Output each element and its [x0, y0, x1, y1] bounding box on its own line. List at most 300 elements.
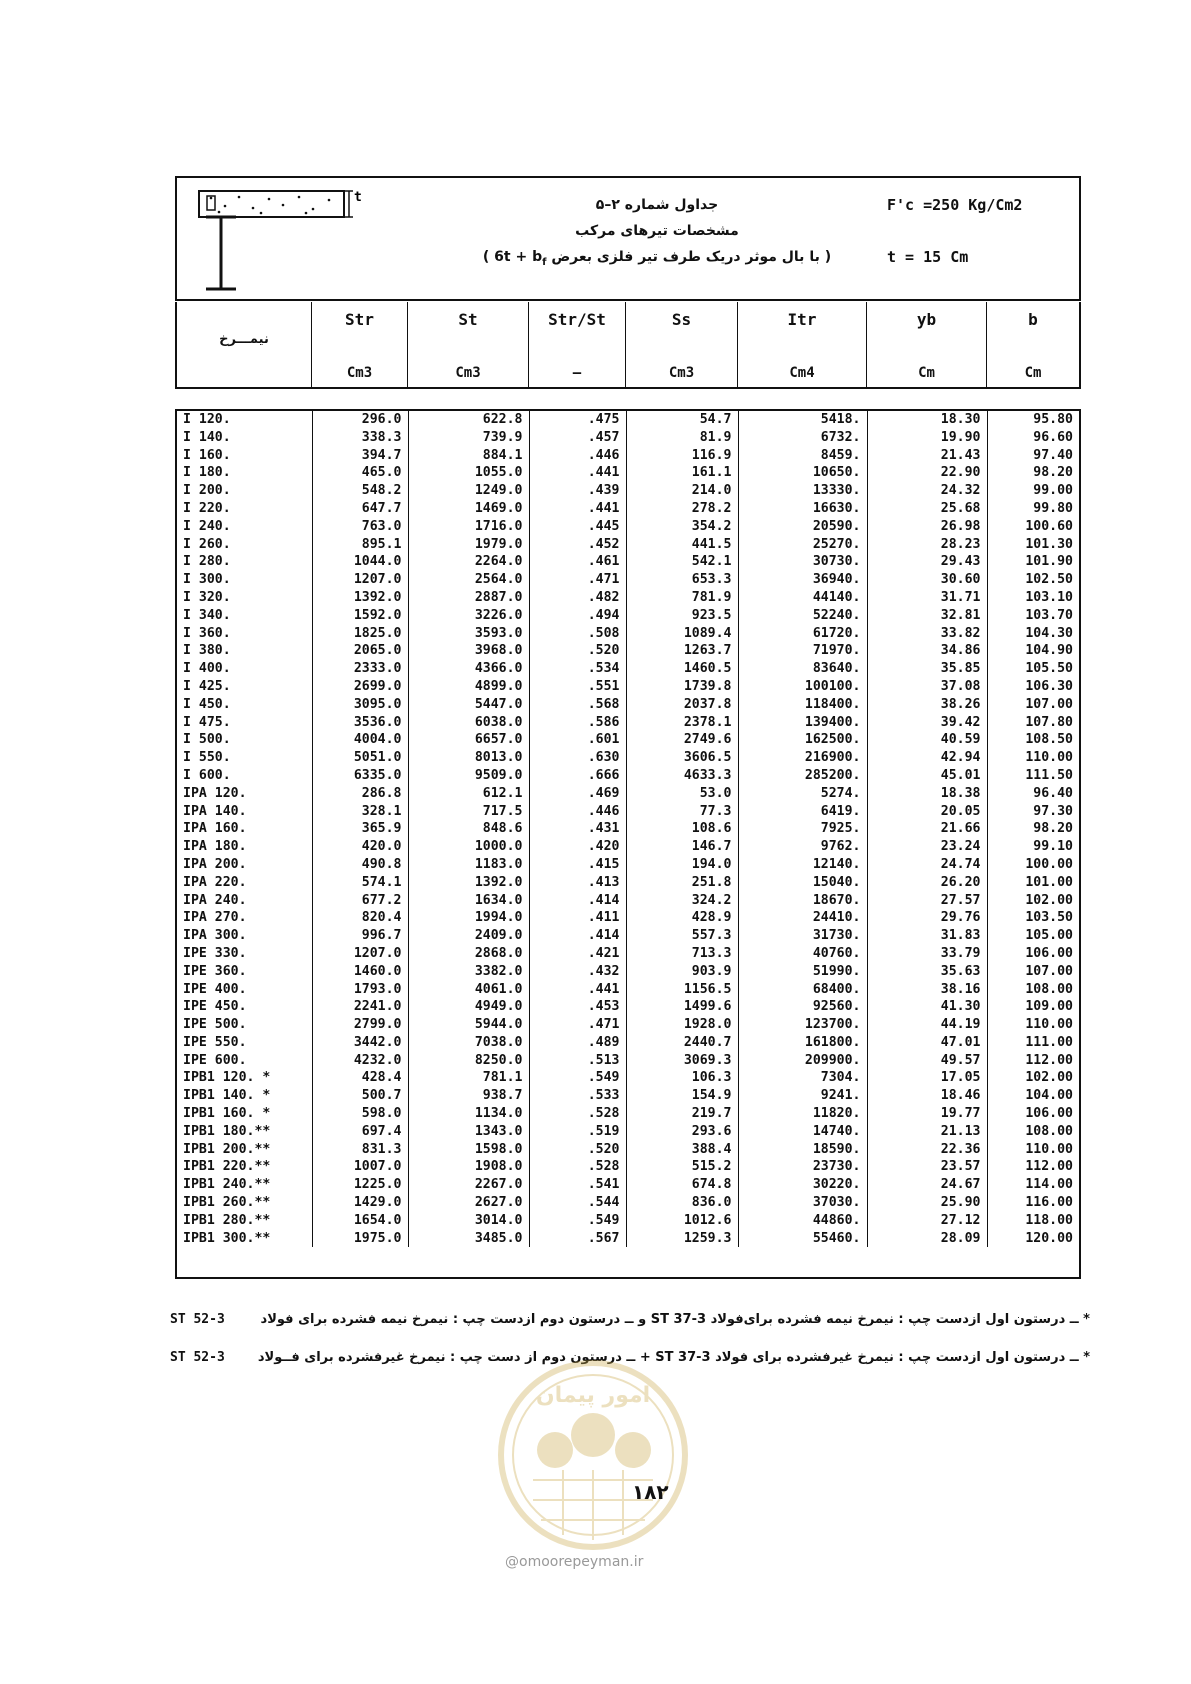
- value-cell: 2799.0: [312, 1016, 408, 1034]
- table-row: [177, 1123, 1079, 1141]
- profile-cell: I 340.: [177, 607, 312, 625]
- publisher-seal-icon: [493, 1340, 693, 1570]
- value-cell: 42.94: [867, 749, 987, 767]
- value-cell: 216900.: [738, 749, 867, 767]
- value-cell: 286.8: [312, 785, 408, 803]
- table-row: [177, 767, 1079, 785]
- profile-cell: I 550.: [177, 749, 312, 767]
- col-str: [312, 302, 408, 387]
- design-parameters: [887, 192, 1067, 270]
- value-cell: 7925.: [738, 820, 867, 838]
- profile-cell: IPE 600.: [177, 1052, 312, 1070]
- value-cell: 104.00: [1025, 1088, 1073, 1104]
- value-cell: 338.3: [312, 429, 408, 447]
- value-cell: .551: [529, 678, 626, 696]
- table-row: [177, 1016, 1079, 1034]
- value-cell: 1392.0: [408, 874, 529, 892]
- value-cell: 39.42: [867, 714, 987, 732]
- value-cell: 18.46: [867, 1087, 987, 1105]
- value-cell: 22.36: [867, 1141, 987, 1159]
- value-cell: 103.50: [1025, 910, 1073, 926]
- value-cell: 32.81: [867, 607, 987, 625]
- profile-cell: I 400.: [177, 660, 312, 678]
- value-cell: 8013.0: [408, 749, 529, 767]
- value-cell: 52240.: [738, 607, 867, 625]
- value-cell: 5447.0: [408, 696, 529, 714]
- value-cell: .541: [529, 1176, 626, 1194]
- table-row: [177, 749, 1079, 767]
- value-cell: .441: [529, 464, 626, 482]
- value-cell: .411: [529, 909, 626, 927]
- value-cell: 104.30: [1025, 625, 1073, 641]
- profile-cell: IPE 550.: [177, 1034, 312, 1052]
- value-cell: 1716.0: [408, 518, 529, 536]
- value-cell: 365.9: [312, 820, 408, 838]
- value-cell: 8250.0: [408, 1052, 529, 1070]
- value-cell: 40.59: [867, 731, 987, 749]
- value-cell: 6732.: [738, 429, 867, 447]
- value-cell: 107.00: [1025, 696, 1073, 712]
- value-cell: 4232.0: [312, 1052, 408, 1070]
- value-cell: 3606.5: [626, 749, 738, 767]
- value-cell: 106.00: [1025, 945, 1073, 961]
- value-cell: .528: [529, 1105, 626, 1123]
- value-cell: 884.1: [408, 447, 529, 465]
- value-cell: 112.00: [1025, 1159, 1073, 1175]
- value-cell: 713.3: [626, 945, 738, 963]
- value-cell: .421: [529, 945, 626, 963]
- value-cell: 35.85: [867, 660, 987, 678]
- value-cell: 1249.0: [408, 482, 529, 500]
- value-cell: 154.9: [626, 1087, 738, 1105]
- col-profile-label: نیمـــرخ: [219, 332, 269, 347]
- table-row: [177, 820, 1079, 838]
- table-row: [177, 642, 1079, 660]
- table-row: [177, 536, 1079, 554]
- value-cell: 110.00: [1025, 1141, 1073, 1157]
- col-ss: [626, 302, 738, 387]
- value-cell: 20.05: [867, 803, 987, 821]
- col-yb-unit: Cm: [918, 365, 935, 381]
- profile-cell: I 320.: [177, 589, 312, 607]
- value-cell: .415: [529, 856, 626, 874]
- table-row: [177, 909, 1079, 927]
- value-cell: 4366.0: [408, 660, 529, 678]
- profile-cell: IPA 120.: [177, 785, 312, 803]
- value-cell: 923.5: [626, 607, 738, 625]
- profile-cell: IPB1 200.**: [177, 1141, 312, 1159]
- value-cell: 77.3: [626, 803, 738, 821]
- table-row: [177, 945, 1079, 963]
- value-cell: 101.90: [1025, 554, 1073, 570]
- value-cell: 4949.0: [408, 998, 529, 1016]
- value-cell: 112.00: [1025, 1052, 1073, 1068]
- value-cell: 209900.: [738, 1052, 867, 1070]
- value-cell: 2065.0: [312, 642, 408, 660]
- value-cell: 1928.0: [626, 1016, 738, 1034]
- value-cell: 13330.: [738, 482, 867, 500]
- value-cell: 44860.: [738, 1212, 867, 1230]
- value-cell: 20590.: [738, 518, 867, 536]
- profile-cell: IPA 180.: [177, 838, 312, 856]
- col-b-symbol: b: [1028, 310, 1038, 329]
- profile-cell: IPB1 300.**: [177, 1230, 312, 1248]
- value-cell: 106.00: [1025, 1106, 1073, 1122]
- value-cell: 1654.0: [312, 1212, 408, 1230]
- value-cell: .630: [529, 749, 626, 767]
- value-cell: 1598.0: [408, 1141, 529, 1159]
- value-cell: .586: [529, 714, 626, 732]
- col-st: [408, 302, 529, 387]
- value-cell: 68400.: [738, 981, 867, 999]
- footnote-1-steel: ST 52-3: [170, 1312, 225, 1327]
- profile-cell: I 200.: [177, 482, 312, 500]
- value-cell: 102.00: [1025, 1070, 1073, 1086]
- value-cell: .432: [529, 963, 626, 981]
- value-cell: 1263.7: [626, 642, 738, 660]
- profile-cell: IPE 500.: [177, 1016, 312, 1034]
- value-cell: 1994.0: [408, 909, 529, 927]
- value-cell: 99.80: [1033, 500, 1073, 516]
- profile-cell: IPB1 160. *: [177, 1105, 312, 1123]
- table-row: [177, 998, 1079, 1016]
- value-cell: 1975.0: [312, 1230, 408, 1248]
- col-yb: [867, 302, 987, 387]
- profile-cell: IPA 200.: [177, 856, 312, 874]
- value-cell: 107.80: [1025, 714, 1073, 730]
- value-cell: 3485.0: [408, 1230, 529, 1248]
- value-cell: .414: [529, 892, 626, 910]
- value-cell: 3536.0: [312, 714, 408, 732]
- value-cell: 37.08: [867, 678, 987, 696]
- footnote-2-text: * ــ درستون اول ازدست چپ : نیمرخ غیرفشرده برای فولاد ST 37-3 + ــ درستون دوم از دست چپ : نیمرخ غیرفشرده برای فــولاد: [257, 1350, 1090, 1365]
- value-cell: .446: [529, 447, 626, 465]
- value-cell: 2564.0: [408, 571, 529, 589]
- value-cell: 6657.0: [408, 731, 529, 749]
- value-cell: 4899.0: [408, 678, 529, 696]
- profile-cell: IPE 330.: [177, 945, 312, 963]
- value-cell: 428.4: [312, 1069, 408, 1087]
- value-cell: 697.4: [312, 1123, 408, 1141]
- col-st-symbol: St: [458, 310, 478, 329]
- value-cell: 101.00: [1025, 874, 1073, 890]
- value-cell: 677.2: [312, 892, 408, 910]
- value-cell: 598.0: [312, 1105, 408, 1123]
- thickness-label: t: [354, 190, 362, 205]
- value-cell: 24.74: [867, 856, 987, 874]
- footnote-1-text: * ــ درستون اول ازدست چپ : نیمرخ نیمه فشرده برای‌فولاد ST 37-3 و ــ درستون دوم ازدست چپ : نیمرخ نیمه فشرده برای فولاد: [260, 1312, 1090, 1327]
- value-cell: 107.00: [1025, 963, 1073, 979]
- table-row: [177, 625, 1079, 643]
- profile-cell: IPB1 220.**: [177, 1158, 312, 1176]
- value-cell: 2333.0: [312, 660, 408, 678]
- profile-cell: IPE 400.: [177, 981, 312, 999]
- value-cell: 1343.0: [408, 1123, 529, 1141]
- profile-cell: I 380.: [177, 642, 312, 660]
- value-cell: 557.3: [626, 927, 738, 945]
- value-cell: 647.7: [312, 500, 408, 518]
- value-cell: 18590.: [738, 1141, 867, 1159]
- table-note-text: ( با بال موثر دریک طرف تیر فلزی بعرض 6t + b: [494, 249, 832, 265]
- value-cell: 820.4: [312, 909, 408, 927]
- profile-cell: I 450.: [177, 696, 312, 714]
- value-cell: 17.05: [867, 1069, 987, 1087]
- value-cell: 101.30: [1025, 536, 1073, 552]
- table-row: [177, 589, 1079, 607]
- value-cell: 1392.0: [312, 589, 408, 607]
- value-cell: 1793.0: [312, 981, 408, 999]
- profile-cell: I 475.: [177, 714, 312, 732]
- value-cell: 251.8: [626, 874, 738, 892]
- value-cell: .494: [529, 607, 626, 625]
- value-cell: 54.7: [626, 411, 738, 429]
- table-row: [177, 1087, 1079, 1105]
- value-cell: 2409.0: [408, 927, 529, 945]
- value-cell: 31.71: [867, 589, 987, 607]
- section-properties-table: [177, 411, 1079, 1247]
- value-cell: 1134.0: [408, 1105, 529, 1123]
- profile-cell: I 500.: [177, 731, 312, 749]
- value-cell: 2749.6: [626, 731, 738, 749]
- value-cell: 25.90: [867, 1194, 987, 1212]
- value-cell: .453: [529, 998, 626, 1016]
- value-cell: 24.32: [867, 482, 987, 500]
- value-cell: 1183.0: [408, 856, 529, 874]
- value-cell: 23.57: [867, 1158, 987, 1176]
- value-cell: 3442.0: [312, 1034, 408, 1052]
- watermark-url: @omoorepeyman.ir: [505, 1554, 644, 1570]
- value-cell: 28.23: [867, 536, 987, 554]
- value-cell: 4061.0: [408, 981, 529, 999]
- table-row: [177, 518, 1079, 536]
- value-cell: 848.6: [408, 820, 529, 838]
- value-cell: 38.26: [867, 696, 987, 714]
- col-ss-unit: Cm3: [668, 365, 695, 381]
- value-cell: 162500.: [738, 731, 867, 749]
- table-row: [177, 785, 1079, 803]
- value-cell: 40760.: [738, 945, 867, 963]
- value-cell: 55460.: [738, 1230, 867, 1248]
- value-cell: 739.9: [408, 429, 529, 447]
- value-cell: 98.20: [1033, 465, 1073, 481]
- profile-cell: I 300.: [177, 571, 312, 589]
- value-cell: 5418.: [738, 411, 867, 429]
- profile-cell: IPA 240.: [177, 892, 312, 910]
- value-cell: 31.83: [867, 927, 987, 945]
- value-cell: 1739.8: [626, 678, 738, 696]
- value-cell: 97.30: [1033, 803, 1073, 819]
- value-cell: .439: [529, 482, 626, 500]
- profile-cell: IPB1 120. *: [177, 1069, 312, 1087]
- value-cell: 30.60: [867, 571, 987, 589]
- value-cell: .414: [529, 927, 626, 945]
- value-cell: .420: [529, 838, 626, 856]
- col-itr-symbol: Itr: [787, 310, 817, 329]
- value-cell: 4004.0: [312, 731, 408, 749]
- value-cell: 95.80: [1033, 412, 1073, 427]
- value-cell: 515.2: [626, 1158, 738, 1176]
- value-cell: 37030.: [738, 1194, 867, 1212]
- value-cell: 717.5: [408, 803, 529, 821]
- profile-cell: I 260.: [177, 536, 312, 554]
- value-cell: 2037.8: [626, 696, 738, 714]
- value-cell: .413: [529, 874, 626, 892]
- value-cell: 3968.0: [408, 642, 529, 660]
- value-cell: 3593.0: [408, 625, 529, 643]
- table-row: [177, 1176, 1079, 1194]
- value-cell: 105.00: [1025, 928, 1073, 944]
- value-cell: 1207.0: [312, 571, 408, 589]
- col-b: [987, 302, 1079, 387]
- col-ratio-symbol: Str/St: [548, 310, 606, 329]
- value-cell: 441.5: [626, 536, 738, 554]
- value-cell: 15040.: [738, 874, 867, 892]
- value-cell: 6335.0: [312, 767, 408, 785]
- table-row: [177, 1069, 1079, 1087]
- profile-cell: IPB1 240.**: [177, 1176, 312, 1194]
- value-cell: 3382.0: [408, 963, 529, 981]
- value-cell: 763.0: [312, 518, 408, 536]
- value-cell: 92560.: [738, 998, 867, 1016]
- table-header-box: [175, 176, 1081, 301]
- value-cell: 831.3: [312, 1141, 408, 1159]
- footnote-2-steel: ST 52-3: [170, 1350, 225, 1365]
- table-title-block: [467, 192, 847, 276]
- value-cell: .568: [529, 696, 626, 714]
- value-cell: 99.00: [1033, 483, 1073, 499]
- value-cell: 1007.0: [312, 1158, 408, 1176]
- profile-cell: I 425.: [177, 678, 312, 696]
- t-value: t = 15 Cm: [887, 248, 969, 266]
- value-cell: 114.00: [1025, 1177, 1073, 1193]
- value-cell: 12140.: [738, 856, 867, 874]
- value-cell: 428.9: [626, 909, 738, 927]
- fc-value: F'c =250 Kg/Cm2: [887, 196, 1023, 214]
- value-cell: 465.0: [312, 464, 408, 482]
- col-yb-symbol: yb: [916, 310, 937, 329]
- table-row: [177, 571, 1079, 589]
- profile-cell: IPA 220.: [177, 874, 312, 892]
- value-cell: 7038.0: [408, 1034, 529, 1052]
- value-cell: 104.90: [1025, 643, 1073, 659]
- value-cell: 108.50: [1025, 732, 1073, 748]
- value-cell: 21.43: [867, 447, 987, 465]
- table-row: [177, 803, 1079, 821]
- value-cell: .520: [529, 642, 626, 660]
- value-cell: 1460.0: [312, 963, 408, 981]
- value-cell: 118400.: [738, 696, 867, 714]
- col-b-unit: Cm: [1024, 365, 1042, 381]
- value-cell: 490.8: [312, 856, 408, 874]
- table-row: [177, 963, 1079, 981]
- value-cell: 354.2: [626, 518, 738, 536]
- col-str-unit: Cm3: [346, 365, 373, 381]
- value-cell: 293.6: [626, 1123, 738, 1141]
- table-row: [177, 714, 1079, 732]
- value-cell: 33.79: [867, 945, 987, 963]
- value-cell: 2241.0: [312, 998, 408, 1016]
- value-cell: 100.00: [1025, 856, 1073, 872]
- value-cell: 5944.0: [408, 1016, 529, 1034]
- value-cell: 6038.0: [408, 714, 529, 732]
- value-cell: 103.10: [1025, 589, 1073, 605]
- profile-cell: IPB1 140. *: [177, 1087, 312, 1105]
- value-cell: 22.90: [867, 464, 987, 482]
- value-cell: 1044.0: [312, 553, 408, 571]
- profile-cell: I 360.: [177, 625, 312, 643]
- value-cell: 2699.0: [312, 678, 408, 696]
- profile-cell: I 240.: [177, 518, 312, 536]
- value-cell: 18.30: [867, 411, 987, 429]
- profile-cell: I 120.: [177, 411, 312, 429]
- value-cell: 9762.: [738, 838, 867, 856]
- profile-cell: IPA 160.: [177, 820, 312, 838]
- profile-cell: I 220.: [177, 500, 312, 518]
- value-cell: 25.68: [867, 500, 987, 518]
- table-row: [177, 981, 1079, 999]
- value-cell: 836.0: [626, 1194, 738, 1212]
- value-cell: 102.50: [1025, 572, 1073, 588]
- value-cell: .534: [529, 660, 626, 678]
- value-cell: 500.7: [312, 1087, 408, 1105]
- value-cell: 8459.: [738, 447, 867, 465]
- value-cell: 161.1: [626, 464, 738, 482]
- col-ratio-unit: —: [572, 365, 582, 381]
- value-cell: 24410.: [738, 909, 867, 927]
- value-cell: 99.10: [1033, 839, 1073, 855]
- value-cell: .666: [529, 767, 626, 785]
- value-cell: 120.00: [1025, 1230, 1073, 1246]
- value-cell: 47.01: [867, 1034, 987, 1052]
- value-cell: 31730.: [738, 927, 867, 945]
- value-cell: .457: [529, 429, 626, 447]
- value-cell: .475: [529, 411, 626, 429]
- value-cell: 903.9: [626, 963, 738, 981]
- value-cell: 612.1: [408, 785, 529, 803]
- table-row: [177, 1141, 1079, 1159]
- value-cell: 14740.: [738, 1123, 867, 1141]
- table-row: [177, 482, 1079, 500]
- value-cell: 781.1: [408, 1069, 529, 1087]
- value-cell: 111.00: [1025, 1034, 1073, 1050]
- profile-cell: IPA 270.: [177, 909, 312, 927]
- table-row: [177, 856, 1079, 874]
- value-cell: 2267.0: [408, 1176, 529, 1194]
- value-cell: 194.0: [626, 856, 738, 874]
- value-cell: .471: [529, 1016, 626, 1034]
- value-cell: 938.7: [408, 1087, 529, 1105]
- svg-text:امور پیمان: امور پیمان: [535, 1383, 651, 1408]
- value-cell: 4633.3: [626, 767, 738, 785]
- value-cell: .445: [529, 518, 626, 536]
- value-cell: 1429.0: [312, 1194, 408, 1212]
- profile-cell: IPB1 260.**: [177, 1194, 312, 1212]
- value-cell: 139400.: [738, 714, 867, 732]
- data-table: [175, 409, 1081, 1279]
- profile-cell: IPE 360.: [177, 963, 312, 981]
- col-str-symbol: Str: [345, 310, 374, 329]
- table-row: [177, 731, 1079, 749]
- profile-cell: IPE 450.: [177, 998, 312, 1016]
- value-cell: 118.00: [1025, 1212, 1073, 1228]
- value-cell: 96.40: [1033, 785, 1073, 801]
- value-cell: 3014.0: [408, 1212, 529, 1230]
- value-cell: 45.01: [867, 767, 987, 785]
- table-row: [177, 678, 1079, 696]
- value-cell: 1012.6: [626, 1212, 738, 1230]
- value-cell: 106.3: [626, 1069, 738, 1087]
- value-cell: 996.7: [312, 927, 408, 945]
